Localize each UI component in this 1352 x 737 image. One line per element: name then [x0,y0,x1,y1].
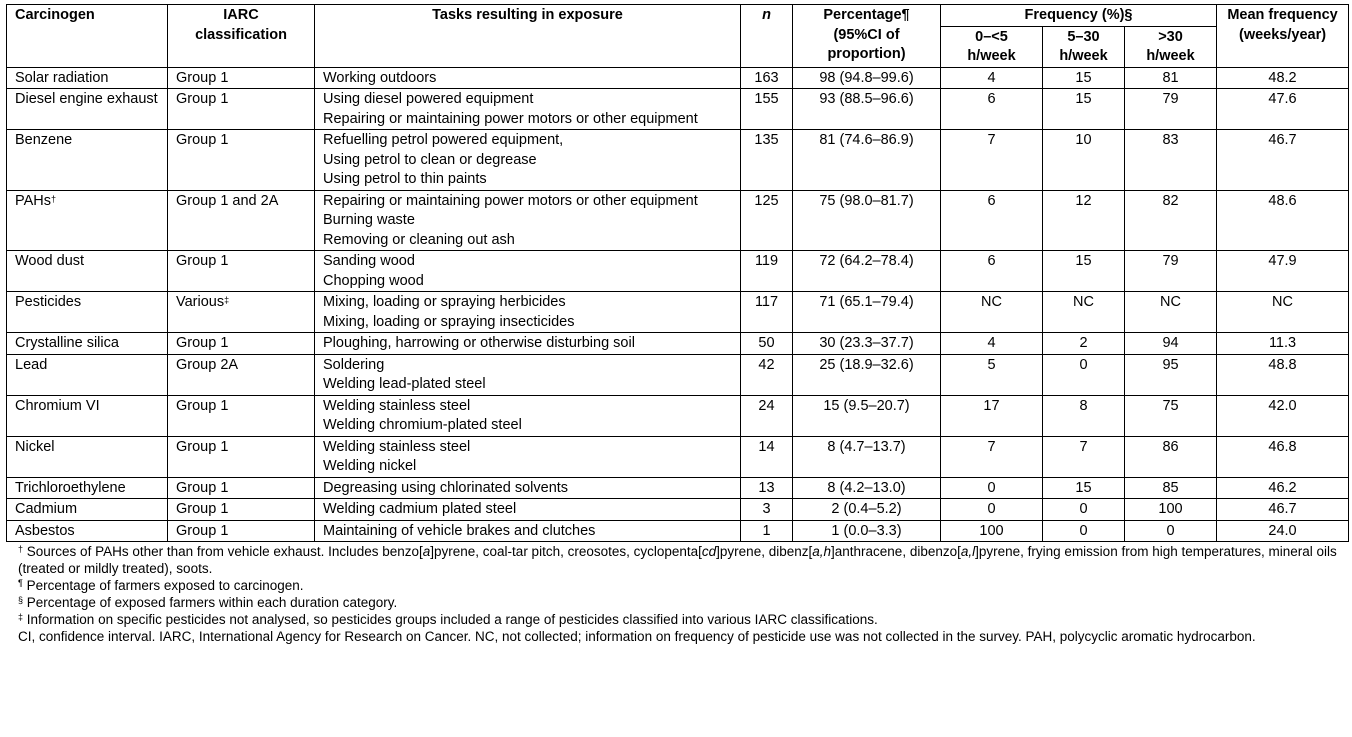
cell-freq-5-30: 15 [1043,251,1125,292]
cell-tasks [315,436,741,477]
task-line: Sanding wood [323,253,415,269]
cell-iarc: Group 2A [168,354,315,395]
task-line: Welding lead-plated steel [323,376,486,392]
header-tasks: Tasks resulting in exposure [315,5,741,68]
cell-carcinogen: Chromium VI [7,395,168,436]
cell-freq-0-5: 6 [941,190,1043,251]
task-line: Refuelling petrol powered equipment, [323,132,564,148]
task-line: Repairing or maintaining power motors or other equipment [323,192,698,209]
cell-iarc: Group 1 [168,89,315,130]
header-n-label: n [762,7,771,23]
cell-freq-30: 79 [1125,251,1217,292]
header-iarc: IARC classification [168,5,315,68]
table-container [6,4,1348,645]
header-mean-frequency: Mean frequency (weeks/year) [1217,5,1349,68]
cell-iarc: Group 1 [168,333,315,355]
cell-n: 3 [741,499,793,521]
footnote-pah: † Sources of PAHs other than from vehicle exhaust. Includes benzo[a]pyrene, coal-tar pitch, creosotes, cyclopenta[cd]pyrene, dibenz[a,h]anthracene, dibenzo[a,l]pyrene, frying emission from high temperatures, mineral oils (treated or mildly treated), soots. [18,544,1337,576]
cell-n: 50 [741,333,793,355]
table-row [7,333,1349,355]
footnote-percentage: ¶ Percentage of farmers exposed to carcinogen. [18,578,304,593]
cell-freq-5-30: 15 [1043,67,1125,89]
cell-iarc: Group 1 [168,251,315,292]
table-row [7,292,1349,333]
cell-freq-0-5: 7 [941,436,1043,477]
header-percentage-line2: (95%CI of proportion) [827,26,906,62]
header-frequency: Frequency (%)§ [941,5,1217,27]
cell-mean-frequency: 24.0 [1217,520,1349,542]
header-freq-0-5: 0–<5 h/week [941,26,1043,67]
cell-n: 24 [741,395,793,436]
cell-tasks [315,499,741,521]
table-row [7,354,1349,395]
cell-carcinogen: Solar radiation [7,67,168,89]
cell-carcinogen: PAHs† [7,190,168,251]
cell-carcinogen: Trichloroethylene [7,477,168,499]
task-line: Chopping wood [323,272,424,289]
cell-mean-frequency: 48.2 [1217,67,1349,89]
cell-freq-30: 82 [1125,190,1217,251]
cell-carcinogen: Diesel engine exhaust [7,89,168,130]
cell-percentage: 8 (4.2–13.0) [793,477,941,499]
header-percentage-line1: Percentage¶ [823,7,910,23]
cell-percentage: 25 (18.9–32.6) [793,354,941,395]
cell-tasks [315,395,741,436]
cell-freq-0-5: 6 [941,89,1043,130]
task-line: Removing or cleaning out ash [323,231,515,248]
cell-freq-0-5: NC [941,292,1043,333]
cell-freq-5-30: 15 [1043,89,1125,130]
cell-carcinogen: Asbestos [7,520,168,542]
task-line: Welding cadmium plated steel [323,501,517,517]
cell-freq-0-5: 0 [941,499,1043,521]
cell-tasks [315,190,741,251]
cell-freq-30: 79 [1125,89,1217,130]
cell-freq-30: 75 [1125,395,1217,436]
cell-freq-0-5: 6 [941,251,1043,292]
cell-iarc: Group 1 [168,67,315,89]
cell-freq-5-30: 2 [1043,333,1125,355]
cell-carcinogen: Crystalline silica [7,333,168,355]
footnote-frequency: § Percentage of exposed farmers within each duration category. [18,595,398,610]
cell-freq-30: 86 [1125,436,1217,477]
task-line: Degreasing using chlorinated solvents [323,479,569,496]
cell-iarc: Group 1 [168,499,315,521]
table-row [7,89,1349,130]
footnotes [6,543,1348,645]
cell-freq-5-30: 15 [1043,477,1125,499]
cell-tasks [315,67,741,89]
cell-freq-5-30: 0 [1043,354,1125,395]
cell-freq-5-30: 0 [1043,499,1125,521]
cell-mean-frequency: 48.8 [1217,354,1349,395]
cell-percentage: 93 (88.5–96.6) [793,89,941,130]
cell-freq-30: 100 [1125,499,1217,521]
cell-carcinogen: Benzene [7,130,168,191]
task-line: Maintaining of vehicle brakes and clutches [323,522,596,539]
task-line: Welding stainless steel [323,397,471,414]
cell-tasks [315,477,741,499]
cell-carcinogen: Pesticides [7,292,168,333]
table-row [7,520,1349,542]
table-row [7,190,1349,251]
cell-percentage: 71 (65.1–79.4) [793,292,941,333]
cell-percentage: 8 (4.7–13.7) [793,436,941,477]
cell-tasks [315,130,741,191]
cell-n: 14 [741,436,793,477]
header-percentage [793,5,941,68]
carcinogen-table [6,4,1349,542]
cell-freq-0-5: 4 [941,333,1043,355]
table-row [7,395,1349,436]
cell-iarc: Group 1 [168,520,315,542]
cell-freq-0-5: 7 [941,130,1043,191]
cell-carcinogen: Lead [7,354,168,395]
cell-iarc: Group 1 [168,477,315,499]
cell-freq-30: 0 [1125,520,1217,542]
table-row [7,130,1349,191]
cell-freq-5-30: 10 [1043,130,1125,191]
cell-mean-frequency: 11.3 [1217,333,1349,355]
table-row [7,67,1349,89]
cell-mean-frequency: 46.8 [1217,436,1349,477]
cell-percentage: 1 (0.0–3.3) [793,520,941,542]
cell-n: 13 [741,477,793,499]
cell-tasks [315,292,741,333]
cell-tasks [315,333,741,355]
cell-tasks [315,354,741,395]
cell-n: 117 [741,292,793,333]
cell-mean-frequency: 46.2 [1217,477,1349,499]
cell-percentage: 15 (9.5–20.7) [793,395,941,436]
cell-freq-0-5: 5 [941,354,1043,395]
cell-freq-0-5: 17 [941,395,1043,436]
task-line: Using petrol to clean or degrease [323,151,537,168]
cell-percentage: 72 (64.2–78.4) [793,251,941,292]
cell-mean-frequency: 46.7 [1217,130,1349,191]
cell-mean-frequency: 47.6 [1217,89,1349,130]
cell-percentage: 98 (94.8–99.6) [793,67,941,89]
cell-n: 119 [741,251,793,292]
task-line: Mixing, loading or spraying insecticides [323,313,575,330]
cell-carcinogen: Cadmium [7,499,168,521]
task-line: Mixing, loading or spraying herbicides [323,294,566,310]
cell-iarc: Various‡ [168,292,315,333]
footnote-pah-text: Sources of PAHs other than from vehicle exhaust. Includes benzo[a]pyrene, coal-tar pitch, creosotes, cyclopenta[cd]pyrene, dibenz[a,h]anthracene, dibenzo[a,l]pyrene, frying emission from high temperatures, mineral oils (treated or mildly treated), soots. [18,544,1337,576]
cell-freq-0-5: 4 [941,67,1043,89]
cell-mean-frequency: NC [1217,292,1349,333]
cell-tasks [315,89,741,130]
cell-percentage: 30 (23.3–37.7) [793,333,941,355]
cell-n: 125 [741,190,793,251]
cell-n: 1 [741,520,793,542]
cell-freq-30: 85 [1125,477,1217,499]
cell-carcinogen: Wood dust [7,251,168,292]
cell-freq-5-30: 12 [1043,190,1125,251]
cell-freq-30: 94 [1125,333,1217,355]
cell-n: 163 [741,67,793,89]
cell-freq-30: 95 [1125,354,1217,395]
cell-freq-30: NC [1125,292,1217,333]
header-freq-5-30: 5–30 h/week [1043,26,1125,67]
cell-freq-30: 81 [1125,67,1217,89]
cell-percentage: 75 (98.0–81.7) [793,190,941,251]
header-carcinogen: Carcinogen [7,5,168,68]
task-line: Welding stainless steel [323,438,471,455]
cell-mean-frequency: 42.0 [1217,395,1349,436]
table-row [7,251,1349,292]
cell-freq-5-30: NC [1043,292,1125,333]
footnote-abbreviations: CI, confidence interval. IARC, International Agency for Research on Cancer. NC, not collected; information on frequency of pesticide use was not collected in the survey. PAH, polycyclic aromatic hydrocarbon. [18,629,1256,644]
task-line: Using diesel powered equipment [323,91,534,107]
task-line: Welding chromium-plated steel [323,417,522,433]
table-row [7,499,1349,521]
table-row [7,436,1349,477]
header-n [741,5,793,68]
cell-mean-frequency: 48.6 [1217,190,1349,251]
cell-percentage: 81 (74.6–86.9) [793,130,941,191]
header-freq-30: >30 h/week [1125,26,1217,67]
cell-iarc: Group 1 [168,130,315,191]
cell-freq-5-30: 0 [1043,520,1125,542]
task-line: Burning waste [323,212,415,228]
footnote-pesticides: ‡ Information on specific pesticides not analysed, so pesticides groups included a range of pesticides classified into various IARC classifications. [18,612,878,627]
cell-n: 135 [741,130,793,191]
cell-mean-frequency: 47.9 [1217,251,1349,292]
cell-iarc: Group 1 [168,436,315,477]
cell-freq-5-30: 7 [1043,436,1125,477]
cell-freq-30: 83 [1125,130,1217,191]
cell-freq-0-5: 100 [941,520,1043,542]
cell-n: 155 [741,89,793,130]
table-row [7,477,1349,499]
cell-tasks [315,520,741,542]
task-line: Ploughing, harrowing or otherwise disturbing soil [323,335,635,351]
cell-n: 42 [741,354,793,395]
task-line: Using petrol to thin paints [323,171,487,187]
cell-freq-0-5: 0 [941,477,1043,499]
table-body [7,67,1349,542]
task-line: Working outdoors [323,69,437,86]
task-line: Welding nickel [323,458,417,474]
cell-mean-frequency: 46.7 [1217,499,1349,521]
task-line: Soldering [323,356,385,373]
cell-freq-5-30: 8 [1043,395,1125,436]
cell-tasks [315,251,741,292]
cell-carcinogen: Nickel [7,436,168,477]
cell-iarc: Group 1 [168,395,315,436]
cell-iarc: Group 1 and 2A [168,190,315,251]
task-line: Repairing or maintaining power motors or other equipment [323,110,698,127]
cell-percentage: 2 (0.4–5.2) [793,499,941,521]
